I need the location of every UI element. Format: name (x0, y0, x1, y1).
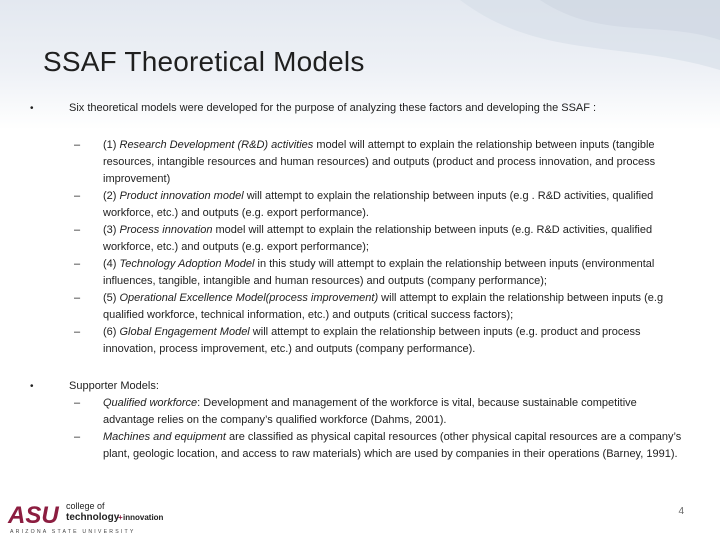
dash-marker: – (74, 292, 81, 304)
slide-content (30, 100, 690, 463)
page-number: 4 (678, 506, 684, 517)
model-item-3: – (3) Process innovation model will attempt to explain the relationship between inputs (e.g. R&D activities, qualified workforce, etc.) and outputs (e.g. export performance); (74, 224, 653, 253)
model-item-1: – (1) Research Development (R&D) activities model will attempt to explain the relationship between inputs (tangible resources, intangible resources and human resources) and outputs (product and process innovation, and process improvement) (74, 139, 656, 185)
intro-bullet (30, 100, 690, 117)
supporter-heading: Supporter Models: (69, 380, 159, 392)
intro-text: Six theoretical models were developed for the purpose of analyzing these factors and developing the SSAF : (69, 102, 597, 114)
dash-marker: – (74, 397, 81, 409)
dash-marker: – (74, 190, 81, 202)
model-name: Operational Excellence Model(process improvement) (119, 292, 379, 304)
logo-university: ARIZONA STATE UNIVERSITY (10, 529, 136, 535)
dash-marker: – (74, 431, 81, 443)
slide-title: SSAF Theoretical Models (43, 46, 365, 77)
model-name: Product innovation model (119, 190, 244, 202)
logo-asu-text: ASU (8, 502, 59, 529)
logo-line3: innovation (123, 513, 164, 522)
model-name: Research Development (R&D) activities (119, 139, 317, 151)
model-item-4: – (4) Technology Adoption Model in this study will attempt to explain the relationship between inputs (environmental influences, tangible, intangible and human resources) and outputs (company performance); (74, 258, 655, 287)
logo-line1: college of (66, 501, 105, 511)
supporter-name: Machines and equipment (103, 431, 226, 443)
logo-line2: technology (66, 512, 120, 523)
model-name: Global Engagement Model (119, 326, 250, 338)
dash-marker: – (74, 258, 81, 270)
model-item-2: – (2) Product innovation model will attempt to explain the relationship between inputs (e.g . R&D activities, qualified workforce, etc.) and outputs (e.g. export performance). (74, 190, 654, 219)
supporter-bullet (30, 378, 690, 395)
model-name: Process innovation (119, 224, 213, 236)
bullet-marker: • (30, 381, 34, 392)
logo-plus: + (118, 513, 123, 522)
dash-marker: – (74, 224, 81, 236)
bullet-marker: • (30, 103, 34, 114)
model-name: Technology Adoption Model (119, 258, 255, 270)
supporter-item-1: – Qualified workforce: Development and management of the workforce is vital, because sustainable competitive advantage relies on the company’s qualified workforce (Dahms, 2001). (74, 397, 637, 426)
asu-college-logo (6, 497, 164, 537)
model-item-6: – (6) Global Engagement Model will attempt to explain the relationship between inputs (e.g. product and process innovation, process improvement, etc.) and outputs (company performance). (74, 326, 641, 355)
dash-marker: – (74, 326, 81, 338)
supporter-item-2: – Machines and equipment are classified as physical capital resources (other physical capital resources are a company’s plant, geologic location, and access to raw materials) which are used by companies in their operations (Barney, 1991). (74, 431, 682, 460)
supporter-name: Qualified workforce (103, 397, 198, 409)
model-item-5: – (5) Operational Excellence Model(process improvement) will attempt to explain the relationship between inputs (e.g qualified workforce, technical information, etc.) and outputs (critical success factors); (74, 292, 664, 321)
dash-marker: – (74, 139, 81, 151)
